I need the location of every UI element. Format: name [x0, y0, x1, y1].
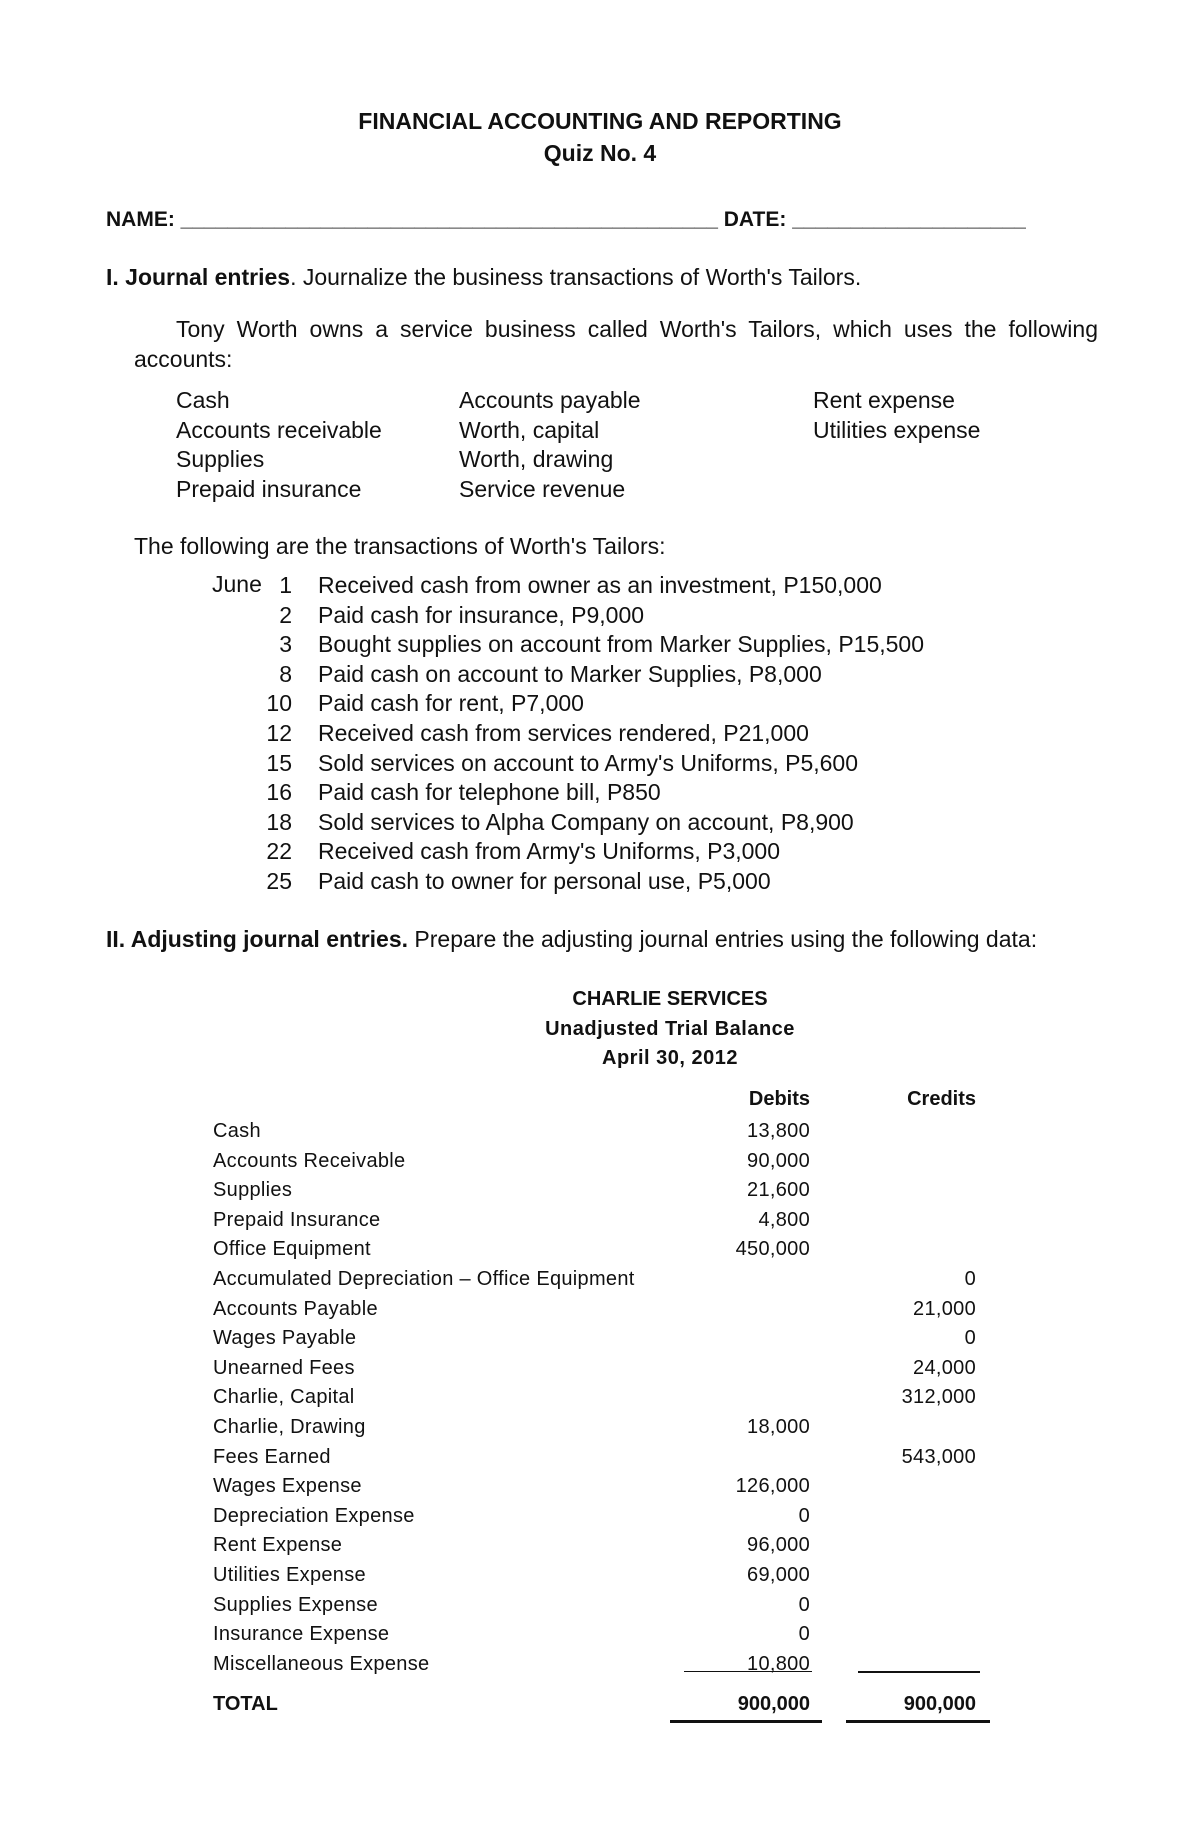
account-cell: Supplies: [213, 1179, 293, 1202]
transactions-month: June: [212, 571, 262, 597]
transaction-text: Paid cash for telephone bill, P850: [318, 779, 661, 806]
trial-balance-row: [213, 1413, 993, 1443]
account-cell: Fees Earned: [213, 1445, 331, 1468]
debit-cell: 96,000: [747, 1534, 810, 1557]
transaction-row: [250, 778, 924, 808]
account-cell: Accounts Receivable: [213, 1149, 406, 1172]
name-blank[interactable]: ______________________________________________: [180, 208, 718, 231]
credit-cell: 312,000: [901, 1386, 976, 1409]
transaction-text: Received cash from owner as an investment, P150,000: [318, 572, 882, 598]
trial-balance-row: [213, 1117, 993, 1147]
trial-balance-row: [213, 1176, 993, 1206]
account-cell: Wages Expense: [213, 1475, 362, 1498]
account-cell: Office Equipment: [213, 1238, 371, 1261]
trial-balance-row: [213, 1354, 993, 1384]
account-cell: Miscellaneous Expense: [213, 1652, 430, 1675]
debit-subtotal-rule: [684, 1671, 812, 1672]
account-name: Accounts receivable: [176, 416, 382, 443]
account-cell: Insurance Expense: [213, 1623, 390, 1646]
account-name: Accounts payable: [459, 387, 641, 413]
trial-balance-row: [213, 1235, 993, 1265]
debit-cell: 0: [798, 1504, 810, 1527]
date-label: DATE:: [723, 208, 787, 231]
transaction-text: Paid cash on account to Marker Supplies, P8,000: [318, 660, 822, 687]
accounts-column-2: [459, 386, 641, 504]
debit-cell: 4,800: [758, 1208, 810, 1231]
transaction-text: Received cash from Army's Uniforms, P3,000: [318, 838, 780, 865]
accounts-column-3: [813, 386, 980, 445]
debit-cell: 18,000: [747, 1415, 810, 1438]
account-cell: Cash: [213, 1120, 261, 1142]
transaction-text: Sold services on account to Army's Uniforms, P5,600: [318, 749, 859, 776]
credit-cell: 24,000: [913, 1356, 976, 1379]
trial-balance-row: [213, 1591, 993, 1621]
credit-cell: 543,000: [901, 1445, 976, 1468]
debit-cell: 0: [798, 1623, 810, 1646]
debit-cell: 126,000: [735, 1475, 810, 1498]
total-credit: 900,000: [903, 1693, 976, 1715]
transaction-text: Sold services to Alpha Company on account, P8,900: [318, 808, 854, 835]
part1-heading: I. Journal entries: [106, 264, 291, 290]
account-name: Service revenue: [459, 475, 626, 502]
trial-balance-row: [213, 1147, 993, 1177]
transaction-text: Received cash from services rendered, P21,000: [318, 719, 809, 746]
company-name: CHARLIE SERVICES: [572, 988, 768, 1010]
name-label: NAME:: [106, 208, 175, 231]
accounts-column-1: [176, 386, 382, 504]
trial-balance-row: [213, 1620, 993, 1650]
transaction-day: 1: [279, 572, 292, 598]
total-label: TOTAL: [213, 1693, 278, 1715]
account-cell: Accumulated Depreciation – Office Equipment: [213, 1267, 635, 1290]
trial-balance-row: [213, 1324, 993, 1354]
transaction-row: [250, 630, 924, 660]
transaction-day: 22: [266, 838, 292, 865]
account-name: Worth, capital: [459, 416, 600, 443]
account-cell: Charlie, Drawing: [213, 1415, 366, 1438]
trial-balance-row: [213, 1443, 993, 1473]
credit-cell: 0: [964, 1327, 976, 1350]
statement-date: April 30, 2012: [602, 1047, 738, 1069]
debit-cell: 90,000: [747, 1149, 810, 1172]
transaction-day: 3: [279, 631, 292, 658]
debit-cell: 0: [798, 1593, 810, 1616]
date-blank[interactable]: ____________________: [792, 208, 1026, 231]
account-name: Worth, drawing: [459, 446, 614, 472]
trial-balance-row: [213, 1472, 993, 1502]
column-header-credits: Credits: [907, 1088, 976, 1110]
transaction-row: [250, 808, 924, 838]
transaction-row: [250, 571, 924, 601]
transaction-row: [250, 867, 924, 897]
transaction-day: 16: [266, 779, 292, 806]
transaction-day: 8: [279, 660, 292, 687]
trial-balance-table: [213, 1117, 993, 1679]
part2-heading: II. Adjusting journal entries.: [106, 926, 409, 952]
trial-balance-row: [213, 1502, 993, 1532]
account-cell: Prepaid Insurance: [213, 1208, 381, 1231]
total-debit: 900,000: [737, 1693, 810, 1715]
transaction-row: [250, 719, 924, 749]
transaction-day: 15: [266, 749, 292, 776]
transaction-row: [250, 601, 924, 631]
trial-balance-row: [213, 1561, 993, 1591]
part1-instruction: . Journalize the business transactions of Worth's Tailors.: [290, 264, 862, 290]
account-name: Cash: [176, 387, 230, 413]
part2-heading-line: [106, 926, 1037, 953]
account-cell: Rent Expense: [213, 1534, 343, 1557]
account-cell: Depreciation Expense: [213, 1504, 415, 1527]
account-cell: Unearned Fees: [213, 1356, 355, 1379]
debit-cell: 69,000: [747, 1563, 810, 1586]
debit-total-rule: [670, 1720, 822, 1723]
transaction-day: 10: [266, 690, 292, 717]
part1-intro-line2: accounts:: [134, 346, 233, 372]
trial-balance-row: [213, 1531, 993, 1561]
account-name: Supplies: [176, 446, 265, 472]
account-cell: Wages Payable: [213, 1327, 357, 1350]
column-header-debits: Debits: [748, 1088, 810, 1110]
trial-balance-row: [213, 1265, 993, 1295]
debit-cell: 21,600: [747, 1179, 810, 1202]
transaction-row: [250, 837, 924, 867]
transaction-text: Paid cash to owner for personal use, P5,000: [318, 867, 771, 894]
name-line[interactable]: [106, 208, 1026, 232]
transactions-list: [250, 571, 924, 897]
statement-title: Unadjusted Trial Balance: [545, 1018, 795, 1040]
credit-subtotal-rule: [858, 1671, 980, 1673]
transaction-day: 18: [266, 808, 292, 835]
transaction-text: Paid cash for insurance, P9,000: [318, 601, 645, 628]
credit-cell: 21,000: [913, 1297, 976, 1320]
trial-balance-row: [213, 1295, 993, 1325]
account-cell: Accounts Payable: [213, 1297, 378, 1320]
transactions-intro: The following are the transactions of Worth's Tailors:: [134, 533, 666, 559]
credit-cell: 0: [964, 1267, 976, 1290]
credit-total-rule: [846, 1720, 990, 1723]
trial-balance-row: [213, 1206, 993, 1236]
transaction-row: [250, 689, 924, 719]
part1-intro-line1: Tony Worth owns a service business called Worth's Tailors, which uses the following: [176, 316, 1098, 342]
course-title: FINANCIAL ACCOUNTING AND REPORTING: [358, 108, 842, 134]
debit-cell: 10,800: [747, 1652, 810, 1675]
quiz-title: Quiz No. 4: [543, 140, 657, 166]
transaction-text: Paid cash for rent, P7,000: [318, 690, 584, 717]
part1-heading-line: [106, 264, 861, 291]
account-name: Prepaid insurance: [176, 475, 362, 502]
transaction-day: 25: [266, 867, 292, 894]
trial-balance-row: [213, 1650, 993, 1680]
transaction-row: [250, 749, 924, 779]
transaction-day: 12: [266, 719, 292, 746]
transaction-row: [250, 660, 924, 690]
account-cell: Utilities Expense: [213, 1563, 366, 1586]
debit-cell: 13,800: [747, 1120, 810, 1142]
trial-balance-row: [213, 1383, 993, 1413]
account-name: Utilities expense: [813, 416, 981, 443]
transaction-day: 2: [279, 601, 292, 628]
account-cell: Charlie, Capital: [213, 1386, 355, 1409]
account-name: Rent expense: [813, 387, 955, 413]
account-cell: Supplies Expense: [213, 1593, 378, 1616]
transaction-text: Bought supplies on account from Marker Supplies, P15,500: [318, 631, 925, 658]
debit-cell: 450,000: [735, 1238, 810, 1261]
part2-instruction: Prepare the adjusting journal entries using the following data:: [408, 926, 1038, 952]
